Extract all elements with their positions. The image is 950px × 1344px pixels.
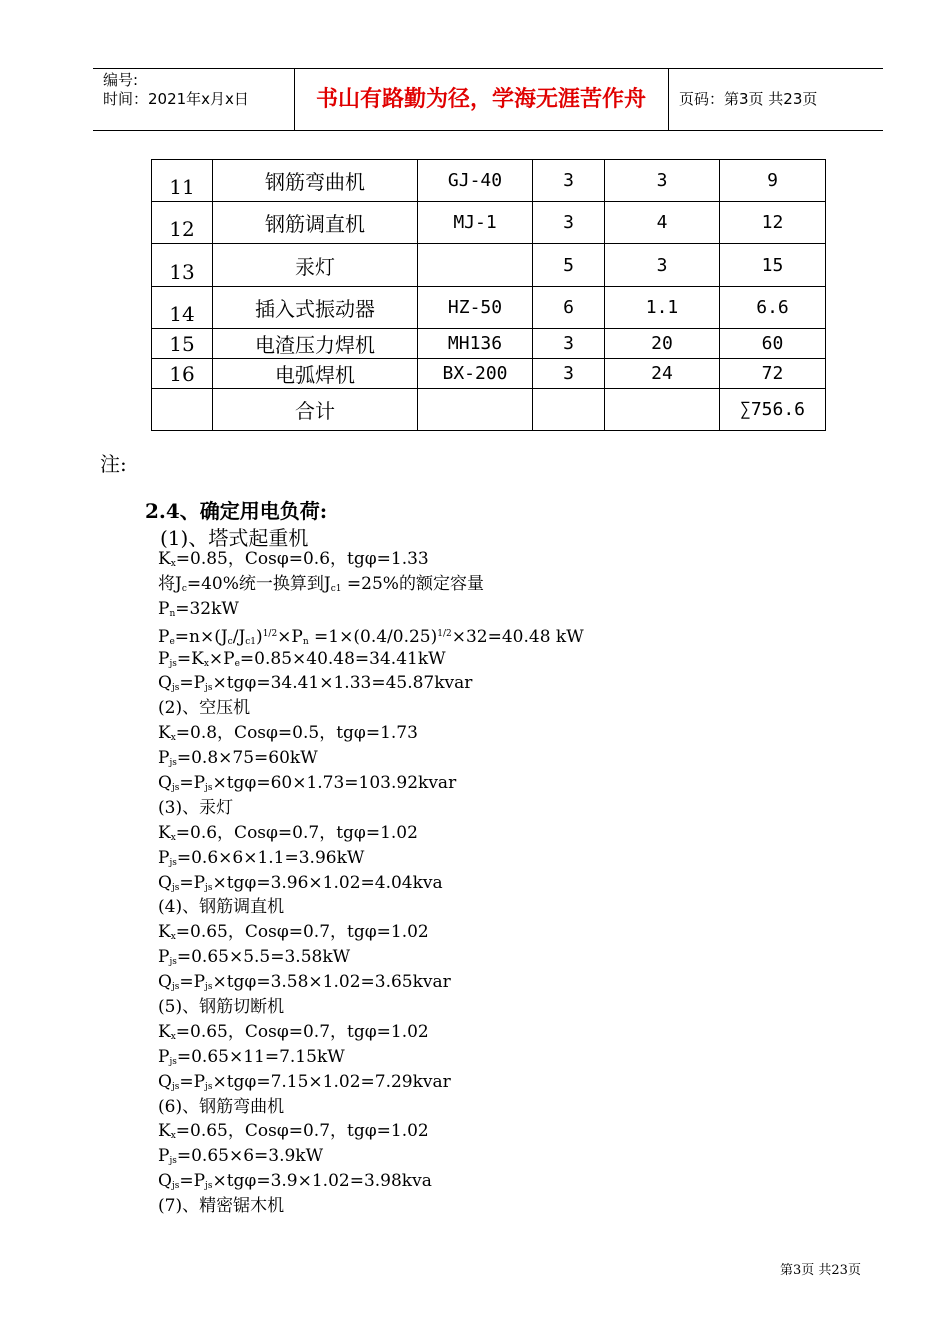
total-power: 9 <box>720 160 826 202</box>
calculation-lines <box>158 547 584 1219</box>
model <box>418 389 533 431</box>
calc-line: $Q_{js}=P_{js}\times tg\varphi=3.58\times 1.02=3.65kvar$ <box>158 972 451 993</box>
table-row <box>152 359 826 389</box>
header-meta <box>103 71 293 109</box>
calc-line: $P_{js}=0.6\times 6\times 1.1=3.96kW$ <box>158 847 365 868</box>
quantity: 3 <box>533 359 605 389</box>
total-power: 72 <box>720 359 826 389</box>
unit-power: 3 <box>605 244 720 287</box>
row-number <box>152 389 213 431</box>
row-number: 14 <box>152 287 213 329</box>
calc-line: $P_e=n\times(J_c/J_{c1})^{1/2}\times P_n =1\times(0.4/0.25)^{1/2}\times 32=40.48$ kW <box>158 626 584 647</box>
quantity: 5 <box>533 244 605 287</box>
equipment-table <box>151 159 826 431</box>
calc-line: $K_x=0.65$，Cosφ=0.7，tgφ=1.02 <box>158 1121 429 1142</box>
table-row <box>152 244 826 287</box>
quantity <box>533 389 605 431</box>
calc-line: $Q_{js}=P_{js}\times tg\varphi=3.96\times 1.02=4.04kva$ <box>158 872 443 893</box>
equipment-name: 钢筋调直机 <box>213 202 418 244</box>
unit-power <box>605 389 720 431</box>
unit-power: 24 <box>605 359 720 389</box>
grand-total: ∑756.6 <box>720 389 826 431</box>
calc-line: $P_n=32kW$ <box>158 598 239 619</box>
row-number: 15 <box>152 329 213 359</box>
calc-line: $Q_{js}=P_{js}\times tg\varphi=3.9\times 1.02=3.98kva$ <box>158 1171 432 1192</box>
subsection-heading: (4)、钢筋调直机 <box>158 897 285 918</box>
calc-line: $P_{js}=0.65\times 11=7.15kW$ <box>158 1046 345 1067</box>
calc-line: $K_x=0.6$，Cosφ=0.7，tgφ=1.02 <box>158 822 418 843</box>
model <box>418 244 533 287</box>
table-total-row <box>152 389 826 431</box>
row-number: 13 <box>152 244 213 287</box>
subsection-heading: (2)、空压机 <box>158 698 251 719</box>
subsection-heading: (1)、塔式起重机 <box>160 526 309 550</box>
model: MH136 <box>418 329 533 359</box>
note-label: 注: <box>100 452 127 476</box>
subsection-heading: (5)、钢筋切断机 <box>158 997 285 1018</box>
unit-power: 1.1 <box>605 287 720 329</box>
equipment-name: 插入式振动器 <box>213 287 418 329</box>
unit-power: 20 <box>605 329 720 359</box>
page-header <box>93 68 883 131</box>
subsection-heading: (6)、钢筋弯曲机 <box>158 1096 285 1117</box>
equipment-name: 电渣压力焊机 <box>213 329 418 359</box>
equipment-name: 汞灯 <box>213 244 418 287</box>
total-power: 12 <box>720 202 826 244</box>
calc-line: $K_x=0.85$，Cosφ=0.6，tgφ=1.33 <box>158 549 429 569</box>
quantity: 6 <box>533 287 605 329</box>
model: GJ-40 <box>418 160 533 202</box>
quantity: 3 <box>533 160 605 202</box>
quantity: 3 <box>533 329 605 359</box>
header-motto: 书山有路勤为径，学海无涯苦作舟 <box>315 87 646 112</box>
calc-line: $K_x=0.65$，Cosφ=0.7，tgφ=1.02 <box>158 922 429 943</box>
page-footer: 第3页 共23页 <box>780 1263 861 1278</box>
table-row <box>152 202 826 244</box>
table-row <box>152 287 826 329</box>
calc-line: $Q_{js}=P_{js}\times tg\varphi=7.15\times 1.02=7.29kvar$ <box>158 1071 451 1092</box>
header-number-label: 编号: <box>103 71 139 89</box>
total-power: 6.6 <box>720 287 826 329</box>
unit-power: 4 <box>605 202 720 244</box>
model: HZ-50 <box>418 287 533 329</box>
equipment-name: 电弧焊机 <box>213 359 418 389</box>
unit-power: 3 <box>605 160 720 202</box>
total-label: 合计 <box>213 389 418 431</box>
table-row <box>152 329 826 359</box>
total-power: 15 <box>720 244 826 287</box>
calc-line: $K_x=0.8$，Cosφ=0.5，tgφ=1.73 <box>158 723 418 744</box>
row-number: 16 <box>152 359 213 389</box>
calc-line: $P_{js}=K_x\times P_e=0.85\times 40.48=34.41kW$ <box>158 648 446 669</box>
header-page-number: 页码：第3页 共23页 <box>679 90 818 108</box>
header-date: 时间：2021年x月x日 <box>103 90 249 108</box>
table-row <box>152 160 826 202</box>
calc-line: $Q_{js}=P_{js}\times tg\varphi=60\times 1.73=103.92kvar$ <box>158 773 457 794</box>
model: MJ-1 <box>418 202 533 244</box>
row-number: 12 <box>152 202 213 244</box>
row-number: 11 <box>152 160 213 202</box>
calc-line: 将$J_c=40\%$统一换算到$J_{c1} =25\%$的额定容量 <box>158 573 484 594</box>
total-power: 60 <box>720 329 826 359</box>
calc-line: $P_{js}=0.65\times 5.5=3.58kW$ <box>158 947 351 968</box>
calc-line: $P_{js}=0.8\times 75=60kW$ <box>158 748 318 769</box>
section-heading: 2.4、确定用电负荷: <box>145 499 328 523</box>
model: BX-200 <box>418 359 533 389</box>
quantity: 3 <box>533 202 605 244</box>
calc-line: $K_x=0.65$，Cosφ=0.7，tgφ=1.02 <box>158 1021 429 1042</box>
subsection-heading: (7)、精密锯木机 <box>158 1196 285 1217</box>
calc-line: $Q_{js}=P_{js}\times tg\varphi=34.41\times 1.33=45.87kvar$ <box>158 673 473 694</box>
header-divider <box>668 69 669 130</box>
equipment-name: 钢筋弯曲机 <box>213 160 418 202</box>
calc-line: $P_{js}=0.65\times 6=3.9kW$ <box>158 1146 324 1167</box>
subsection-heading: (3)、汞灯 <box>158 797 234 818</box>
